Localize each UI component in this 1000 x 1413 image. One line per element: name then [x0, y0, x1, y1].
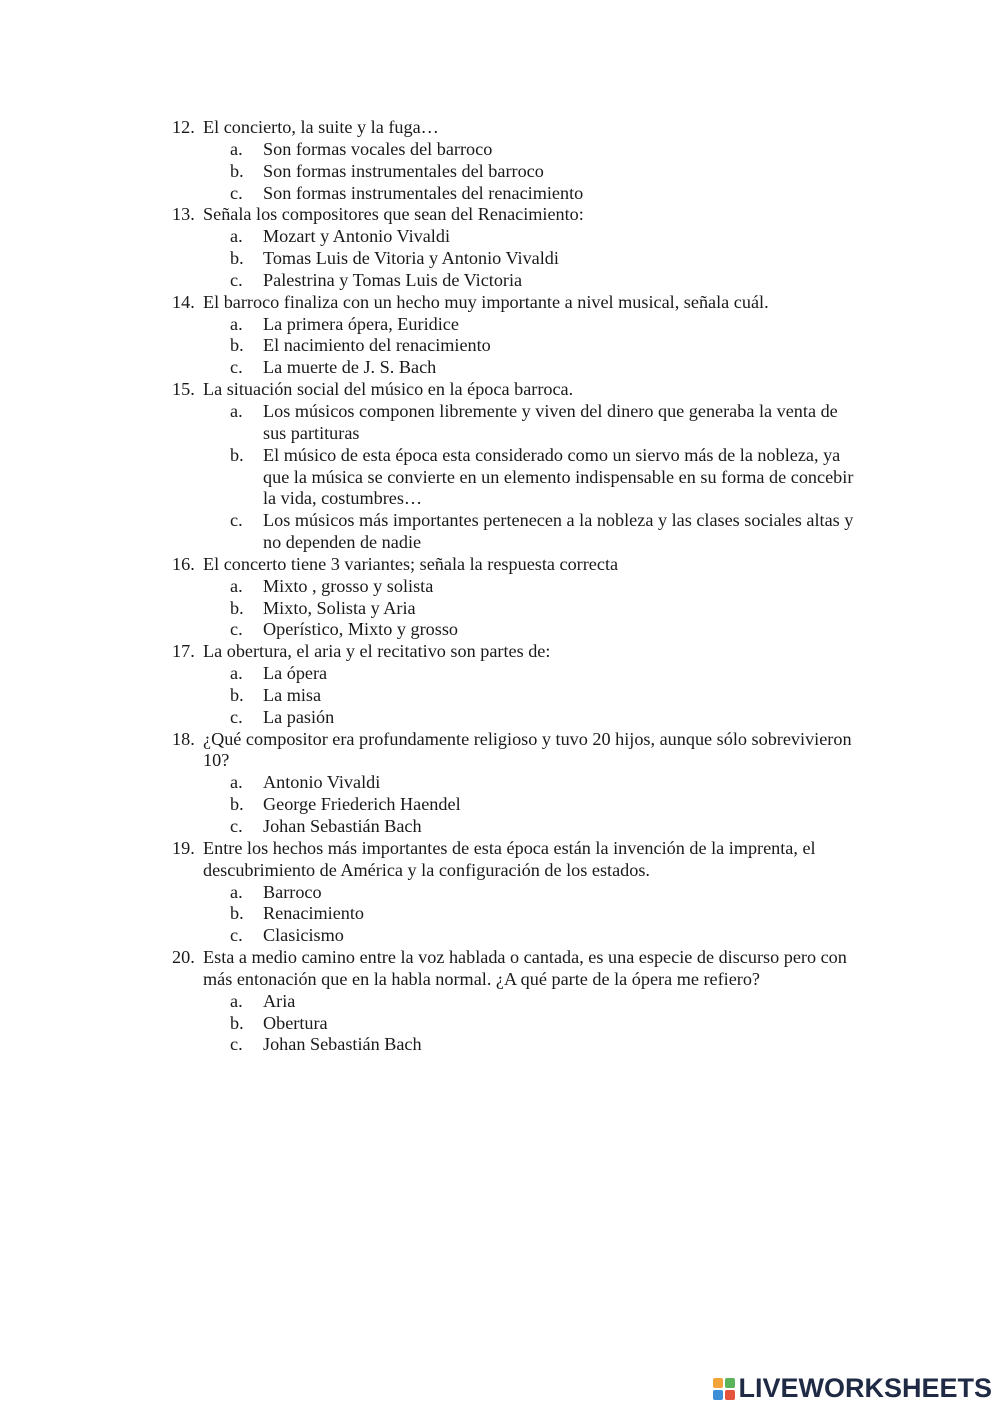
option-text: Tomas Luis de Vitoria y Antonio Vivaldi [263, 248, 559, 269]
question-block [172, 838, 862, 947]
answer-option [230, 183, 862, 205]
answer-option [230, 882, 862, 904]
option-letter: b. [230, 444, 244, 465]
answer-options [230, 772, 862, 838]
question-text: El barroco finaliza con un hecho muy importante a nivel musical, señala cuál. [203, 291, 769, 312]
question-number: 14. [172, 291, 195, 312]
answer-option [230, 794, 862, 816]
question-block [172, 554, 862, 641]
question-number: 18. [172, 728, 195, 749]
option-letter: b. [230, 1012, 244, 1033]
option-text: Los músicos componen libremente y viven del dinero que generaba la venta de sus partituras [263, 400, 838, 443]
answer-option [230, 335, 862, 357]
answer-options [230, 882, 862, 948]
logo-square-icon [725, 1378, 735, 1388]
option-text: Aria [263, 990, 296, 1011]
option-text: La muerte de J. S. Bach [263, 357, 437, 378]
option-letter: c. [230, 182, 243, 203]
question-block [172, 379, 862, 554]
question-number: 16. [172, 553, 195, 574]
answer-option [230, 619, 862, 641]
option-text: La misa [263, 684, 322, 705]
question-text: Señala los compositores que sean del Renacimiento: [203, 204, 584, 225]
option-text: Barroco [263, 881, 322, 902]
answer-option [230, 226, 862, 248]
option-text: Clasicismo [263, 925, 344, 946]
answer-option [230, 401, 862, 445]
answer-option [230, 139, 862, 161]
answer-option [230, 270, 862, 292]
question-number: 17. [172, 641, 195, 662]
option-text: El nacimiento del renacimiento [263, 335, 491, 356]
option-letter: a. [230, 575, 243, 596]
option-text: Son formas vocales del barroco [263, 138, 493, 159]
answer-option [230, 816, 862, 838]
option-text: La pasión [263, 706, 335, 727]
option-letter: b. [230, 684, 244, 705]
option-text: Johan Sebastián Bach [263, 1034, 422, 1055]
question-block [172, 117, 862, 204]
question-number: 15. [172, 379, 195, 400]
question-text: ¿Qué compositor era profundamente religioso y tuvo 20 hijos, aunque sólo sobrevivieron 10? [203, 728, 852, 771]
question-number: 20. [172, 947, 195, 968]
option-letter: c. [230, 925, 243, 946]
option-text: Mixto , grosso y solista [263, 575, 434, 596]
question-block [172, 292, 862, 379]
answer-options [230, 314, 862, 380]
question-text: Esta a medio camino entre la voz hablada o cantada, es una especie de discurso pero con más entonación que en la habla normal. ¿A qué parte de la ópera me refiero? [203, 947, 847, 989]
answer-option [230, 357, 862, 379]
brand-text: LIVEWORKSHEETS [738, 1373, 992, 1403]
answer-options [230, 226, 862, 292]
answer-options [230, 401, 862, 554]
option-letter: a. [230, 313, 243, 334]
question-text: Entre los hechos más importantes de esta época están la invención de la imprenta, el descubrimiento de América y la configuración de los estados. [203, 837, 816, 880]
option-letter: a. [230, 990, 243, 1011]
answer-option [230, 663, 862, 685]
option-text: Mixto, Solista y Aria [263, 597, 416, 618]
answer-option [230, 510, 862, 554]
question-block [172, 947, 862, 1056]
option-letter: c. [230, 706, 243, 727]
option-text: Son formas instrumentales del barroco [263, 160, 544, 181]
option-letter: b. [230, 597, 244, 618]
option-text: Antonio Vivaldi [263, 772, 381, 793]
answer-option [230, 248, 862, 270]
answer-option [230, 903, 862, 925]
answer-option [230, 991, 862, 1013]
option-text: Palestrina y Tomas Luis de Victoria [263, 269, 523, 290]
option-text: Mozart y Antonio Vivaldi [263, 226, 450, 247]
question-block [172, 204, 862, 291]
option-letter: b. [230, 335, 244, 356]
option-letter: a. [230, 663, 243, 684]
option-text: Obertura [263, 1012, 328, 1033]
question-text: El concierto, la suite y la fuga… [203, 117, 439, 137]
option-text: George Friederich Haendel [263, 794, 461, 815]
option-letter: a. [230, 400, 243, 421]
answer-option [230, 576, 862, 598]
option-letter: c. [230, 1034, 243, 1055]
liveworksheets-icon [713, 1378, 735, 1400]
answer-option [230, 445, 862, 511]
option-letter: b. [230, 794, 244, 815]
question-block [172, 641, 862, 728]
question-row [172, 117, 862, 139]
question-block [172, 729, 862, 838]
question-row [172, 204, 862, 226]
question-row [172, 292, 862, 314]
liveworksheets-logo [713, 1373, 992, 1404]
option-letter: c. [230, 619, 243, 640]
question-row [172, 379, 862, 401]
question-row [172, 838, 862, 882]
question-text: La situación social del músico en la época barroca. [203, 379, 574, 400]
option-letter: a. [230, 881, 243, 902]
option-letter: b. [230, 160, 244, 181]
answer-option [230, 598, 862, 620]
answer-option [230, 314, 862, 336]
question-text: La obertura, el aria y el recitativo son partes de: [203, 641, 551, 662]
worksheet-questions [172, 117, 862, 1056]
answer-option [230, 772, 862, 794]
option-letter: c. [230, 357, 243, 378]
question-number: 12. [172, 117, 195, 137]
question-row [172, 947, 862, 991]
question-text: El concerto tiene 3 variantes; señala la respuesta correcta [203, 553, 619, 574]
option-text: Son formas instrumentales del renacimiento [263, 182, 584, 203]
option-text: Johan Sebastián Bach [263, 816, 422, 836]
option-letter: b. [230, 248, 244, 269]
logo-square-icon [725, 1390, 735, 1400]
answer-option [230, 925, 862, 947]
option-text: Renacimiento [263, 903, 365, 924]
option-letter: b. [230, 903, 244, 924]
question-row [172, 554, 862, 576]
question-number: 13. [172, 204, 195, 225]
option-letter: a. [230, 138, 243, 159]
answer-option [230, 161, 862, 183]
option-letter: a. [230, 226, 243, 247]
question-row [172, 729, 862, 773]
option-letter: a. [230, 772, 243, 793]
logo-square-icon [713, 1390, 723, 1400]
answer-options [230, 576, 862, 642]
question-row [172, 641, 862, 663]
answer-option [230, 685, 862, 707]
option-letter: c. [230, 510, 243, 531]
question-number: 19. [172, 837, 195, 858]
option-letter: c. [230, 269, 243, 290]
option-letter: c. [230, 816, 243, 836]
answer-options [230, 139, 862, 205]
option-text: Operístico, Mixto y grosso [263, 619, 459, 640]
logo-square-icon [713, 1378, 723, 1388]
answer-option [230, 1013, 862, 1035]
option-text: El músico de esta época esta considerado como un siervo más de la nobleza, ya que la música se convierte en un elemento indispensable en su forma de concebir la vida, costumbres… [263, 444, 854, 509]
option-text: La ópera [263, 663, 328, 684]
option-text: Los músicos más importantes pertenecen a la nobleza y las clases sociales altas y no dependen de nadie [263, 510, 854, 553]
answer-options [230, 663, 862, 729]
option-text: La primera ópera, Euridice [263, 313, 459, 334]
answer-option [230, 1034, 862, 1056]
answer-options [230, 991, 862, 1057]
answer-option [230, 707, 862, 729]
